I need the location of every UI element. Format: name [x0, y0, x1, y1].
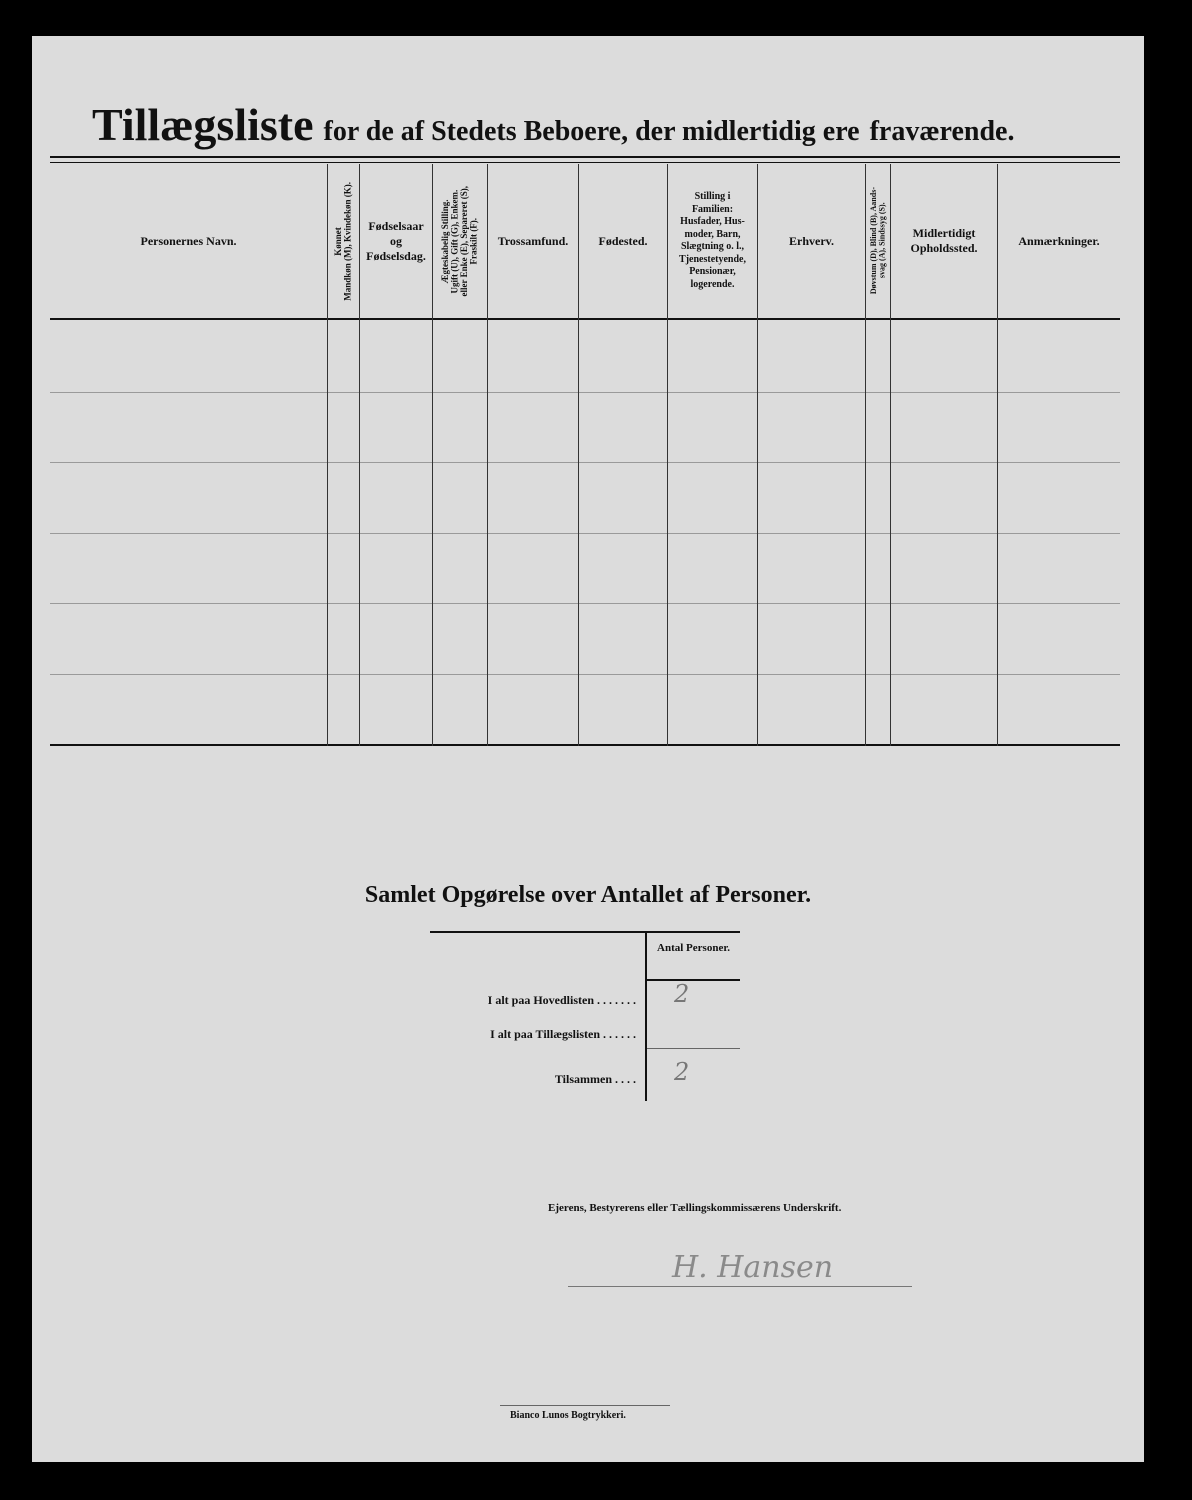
- header-birth: Fødselsaar og Fødselsdag.: [366, 218, 426, 263]
- table-top-rule-thin: [50, 162, 1120, 163]
- header-marital: [433, 166, 487, 316]
- row-divider: [50, 392, 1120, 393]
- header-sex: [328, 166, 359, 316]
- form-title-end: fraværende.: [869, 116, 1015, 147]
- header-bottom-rule: [50, 318, 1120, 320]
- summary-total-rule: [647, 1048, 740, 1049]
- header-disability-label: Døvstum (D), Blind (B), Aands- svag (A), Sindssyg (S).: [868, 187, 886, 295]
- summary-column-rule: [645, 933, 647, 1101]
- signature-line: [568, 1286, 912, 1287]
- header-occupation: Erhverv.: [789, 233, 834, 248]
- census-form-sheet: [32, 36, 1144, 1462]
- summary-top-rule: [430, 931, 740, 933]
- summary-total-value: 2: [674, 1058, 690, 1086]
- row-divider: [50, 674, 1120, 675]
- signature-value: H. Hansen: [672, 1250, 834, 1285]
- header-family-position: Stilling i Familien: Husfader, Hus- moder, Barn, Slægtning o. l., Tjenestetyende, Pensionær, logerende.: [679, 191, 746, 290]
- form-title-subtitle: for de af Stedets Beboere, der midlertidig ere: [323, 116, 860, 147]
- row-divider: [50, 462, 1120, 463]
- summary-supplement-list-label: I alt paa Tillægslisten . . . . . .: [490, 1027, 636, 1041]
- row-divider: [50, 533, 1120, 534]
- header-remarks: Anmærkninger.: [1018, 233, 1100, 248]
- header-sex-label: Kønnet Mandkøn (M), Kvindekøn (K).: [333, 181, 353, 301]
- summary-count-header: Antal Personer.: [657, 942, 730, 954]
- header-religion: Trossamfund.: [497, 233, 569, 248]
- header-birthplace: Fødested.: [598, 233, 648, 248]
- form-title: [92, 98, 1014, 151]
- printer-rule: [500, 1405, 670, 1406]
- printer-imprint: Bianco Lunos Bogtrykkeri.: [510, 1410, 626, 1421]
- summary-main-list-value: 2: [674, 980, 690, 1008]
- summary-count-header-rule: [647, 979, 740, 981]
- header-name: Personernes Navn.: [140, 233, 237, 248]
- header-marital-label: Ægteskabelig Stilling. Ugift (U), Gift (G), Enkem. eller Enke (E), Separeret (S), Fraskilt (F).: [440, 185, 479, 297]
- header-temp-residence: Midlertidigt Opholdssted.: [910, 226, 978, 255]
- table-bottom-rule: [50, 744, 1120, 746]
- summary-title: Samlet Opgørelse over Antallet af Personer.: [364, 882, 812, 908]
- header-disability: [866, 166, 890, 316]
- summary-main-list-label: I alt paa Hovedlisten . . . . . . .: [487, 993, 636, 1007]
- table-top-rule: [50, 156, 1120, 158]
- form-title-main: Tillægsliste: [92, 99, 314, 150]
- row-divider: [50, 603, 1120, 604]
- summary-total-label: Tilsammen . . . .: [554, 1072, 636, 1086]
- signature-caption: Ejerens, Bestyrerens eller Tællingskommissærens Underskrift.: [548, 1202, 842, 1214]
